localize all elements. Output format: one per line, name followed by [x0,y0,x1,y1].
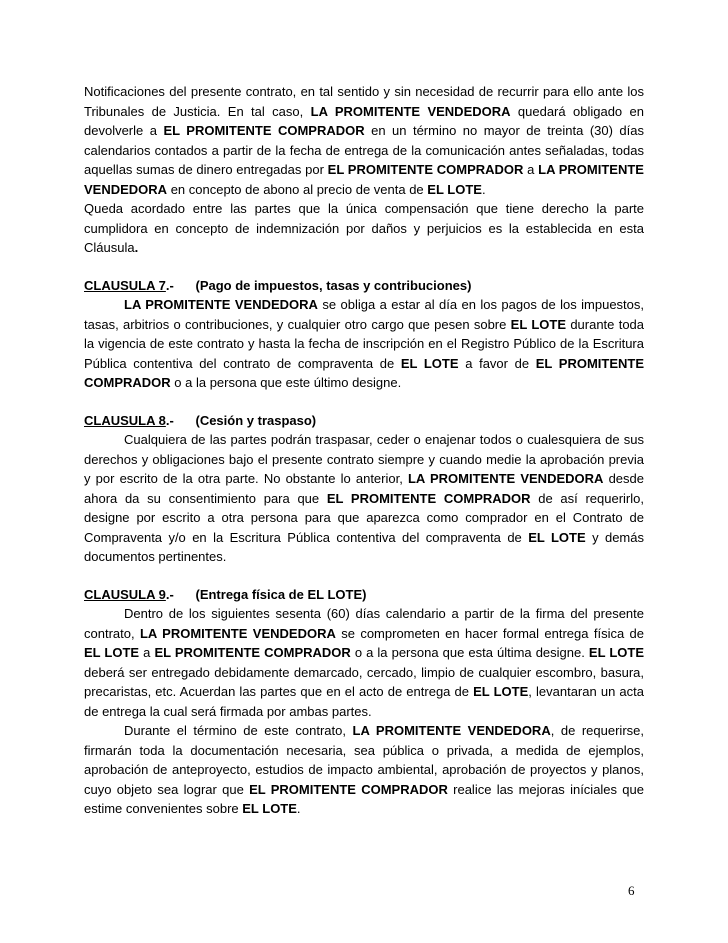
term-comprador: EL PROMITENTE COMPRADOR [163,123,365,138]
clause-8-title: (Cesión y traspaso) [195,412,317,428]
clause-7-heading: CLAUSULA 7.- (Pago de impuestos, tasas y contribuciones) [84,277,472,293]
clause-9-body: Dentro de los siguientes sesenta (60) días calendario a partir de la firma del presente contrato, LA PROMITENTE VENDEDORA se comprometen en hacer formal entrega física de EL LOTE a EL PROMITENTE COMPRADOR o a la persona que esta última designe. EL LOTE deberá ser entregado debidamente demarcado, cercado, limpio de cualquier escombro, basura, precaristas, etc. Acuerdan las partes que en el acto de entrega de EL LOTE, levantaran un acta de entrega la cual será firmada por ambas partes. [84,606,645,719]
clause-9-heading: CLAUSULA 9.- (Entrega física de EL LOTE) [84,586,367,602]
term-vendedora: LA PROMITENTE VENDEDORA [84,162,644,197]
intro-compensation-paragraph: Queda acordado entre las partes que la única compensación que tiene derecho la parte cumplidora en concepto de indemnización por daños y perjuicios es la establecida en esta Cláusula. [84,201,644,255]
document-page [84,82,644,819]
clause-9-number: CLAUSULA 9 [84,586,166,602]
page-number: 6 [628,883,635,898]
intro-paragraph: Notificaciones del presente contrato, en tal sentido y sin necesidad de recurrir para ello ante los Tribunales de Justicia. En tal caso, LA PROMITENTE VENDEDORA quedará obligado en devolverle a EL PROMITENTE COMPRADOR en un término no mayor de treinta (30) días calendarios contados a partir de la fecha de entrega de la comunicación antes señaladas, todas aquellas sumas de dinero entregadas por EL PROMITENTE COMPRADOR a LA PROMITENTE VENDEDORA en concepto de abono al precio de venta de EL LOTE. [84,84,644,197]
clause-9-body-continued: Durante el término de este contrato, LA PROMITENTE VENDEDORA, de requerirse, firmarán toda la documentación necesaria, sea pública o privada, a medida de ejemplos, aprobación de anteproyecto, estudios de impacto ambiental, aprobación de proyectos y planos, cuyo objeto sea lograr que EL PROMITENTE COMPRADOR realice las mejoras iníciales que estime convenientes sobre EL LOTE. [84,723,644,816]
clause-8-heading: CLAUSULA 8.- (Cesión y traspaso) [84,412,317,428]
clause-8-body: Cualquiera de las partes podrán traspasar, ceder o enajenar todos o cualesquiera de sus derechos y obligaciones bajo el presente contrato siempre y cuando medie la aprobación previa y por escrito de la otra parte. No obstante lo anterior, LA PROMITENTE VENDEDORA desde ahora da su consentimiento para que EL PROMITENTE COMPRADOR de así requerirlo, designe por escrito a otra persona para que aparezca como comprador en el Contrato de Compraventa y/o en la Escritura Pública contentiva del compraventa de EL LOTE y demás documentos pertinentes. [84,432,644,564]
clause-7-number: CLAUSULA 7 [84,277,166,293]
term-lote: EL LOTE [427,181,482,197]
clause-9-title: (Entrega física de EL LOTE) [195,586,367,602]
term-comprador: EL PROMITENTE COMPRADOR [327,162,524,177]
term-vendedora: LA PROMITENTE VENDEDORA [310,103,511,119]
clause-8-number: CLAUSULA 8 [84,412,166,428]
clause-7-title: (Pago de impuestos, tasas y contribuciones) [195,277,472,293]
clause-7-body: LA PROMITENTE VENDEDORA se obliga a estar al día en los pagos de los impuestos, tasas, arbitrios o contribuciones, y cualquier otro cargo que pesen sobre EL LOTE durante toda la vigencia de este contrato y hasta la fecha de inscripción en el Registro Público de la Escritura Pública contentiva del contrato de compraventa de EL LOTE a favor de EL PROMITENTE COMPRADOR o a la persona que este último designe. [84,297,645,390]
